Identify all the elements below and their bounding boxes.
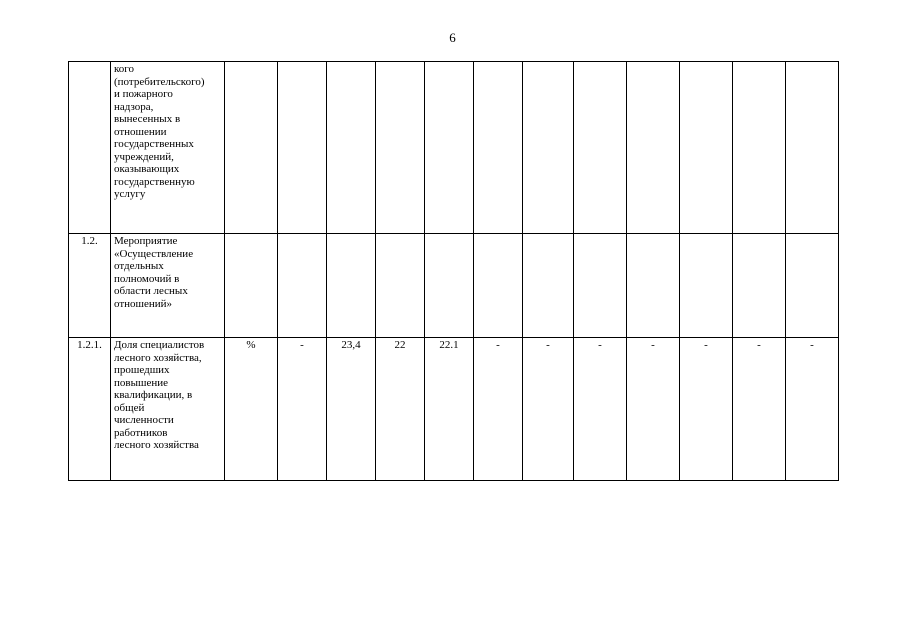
name-line: отношении [114, 125, 167, 138]
name-line: учреждений, [114, 150, 174, 163]
value-cell [474, 62, 523, 234]
value-cell [523, 62, 574, 234]
name-line: Мероприятие [114, 235, 178, 247]
value-cell [627, 62, 680, 234]
value-cell [523, 234, 574, 338]
table-row [69, 62, 839, 234]
name-line: и пожарного [114, 88, 173, 100]
row-name-cell [111, 338, 225, 481]
name-line: «Осуществление [114, 247, 194, 260]
value-cell [225, 234, 278, 338]
name-line: квалификации, в [114, 389, 193, 401]
value-cell: - [733, 338, 786, 481]
page-number: 6 [449, 30, 456, 45]
name-line: лесного хозяйства, [114, 351, 202, 364]
value-cell [680, 234, 733, 338]
value-cell [425, 234, 474, 338]
name-line: общей [114, 401, 145, 414]
row-name-cell [111, 234, 225, 338]
name-line: отношений» [114, 297, 173, 310]
row-number-cell: 1.2. [69, 234, 111, 338]
name-line: повышение [114, 376, 168, 389]
value-cell [733, 62, 786, 234]
name-line: Доля специалистов [114, 339, 205, 351]
name-line: услугу [114, 188, 146, 200]
table-row [69, 338, 839, 481]
value-cell [574, 62, 627, 234]
value-cell: 22.1 [425, 338, 474, 481]
name-line: работников [114, 426, 168, 439]
value-cell: - [574, 338, 627, 481]
value-cell [574, 234, 627, 338]
value-cell [733, 234, 786, 338]
name-line: вынесенных в [114, 113, 181, 125]
value-cell [327, 62, 376, 234]
value-cell: - [786, 338, 839, 481]
row-number-cell: 1.2.1. [69, 338, 111, 481]
name-line: отдельных [114, 260, 164, 272]
value-cell: % [225, 338, 278, 481]
value-cell [786, 62, 839, 234]
value-cell: - [627, 338, 680, 481]
value-cell [425, 62, 474, 234]
value-cell [225, 62, 278, 234]
name-line: кого [114, 63, 135, 75]
value-cell [376, 62, 425, 234]
value-cell: - [523, 338, 574, 481]
indicators-table [68, 61, 839, 481]
name-line: надзора, [114, 100, 154, 113]
name-line: оказывающих [114, 163, 180, 175]
name-line: полномочий в [114, 272, 180, 285]
name-line: государственную [114, 175, 195, 188]
value-cell [786, 234, 839, 338]
value-cell [278, 62, 327, 234]
value-cell: - [680, 338, 733, 481]
name-line: (потребительского) [114, 75, 205, 88]
value-cell [376, 234, 425, 338]
value-cell: 22 [376, 338, 425, 481]
value-cell: - [474, 338, 523, 481]
name-line: области лесных [114, 285, 188, 297]
name-line: прошедших [114, 364, 170, 376]
value-cell: 23,4 [327, 338, 376, 481]
name-line: численности [114, 414, 174, 426]
value-cell: - [278, 338, 327, 481]
table-row [69, 234, 839, 338]
value-cell [278, 234, 327, 338]
value-cell [327, 234, 376, 338]
row-number-cell [69, 62, 111, 234]
value-cell [680, 62, 733, 234]
value-cell [627, 234, 680, 338]
name-line: лесного хозяйства [114, 439, 199, 451]
name-line: государственных [114, 138, 194, 150]
row-name-cell [111, 62, 225, 234]
value-cell [474, 234, 523, 338]
